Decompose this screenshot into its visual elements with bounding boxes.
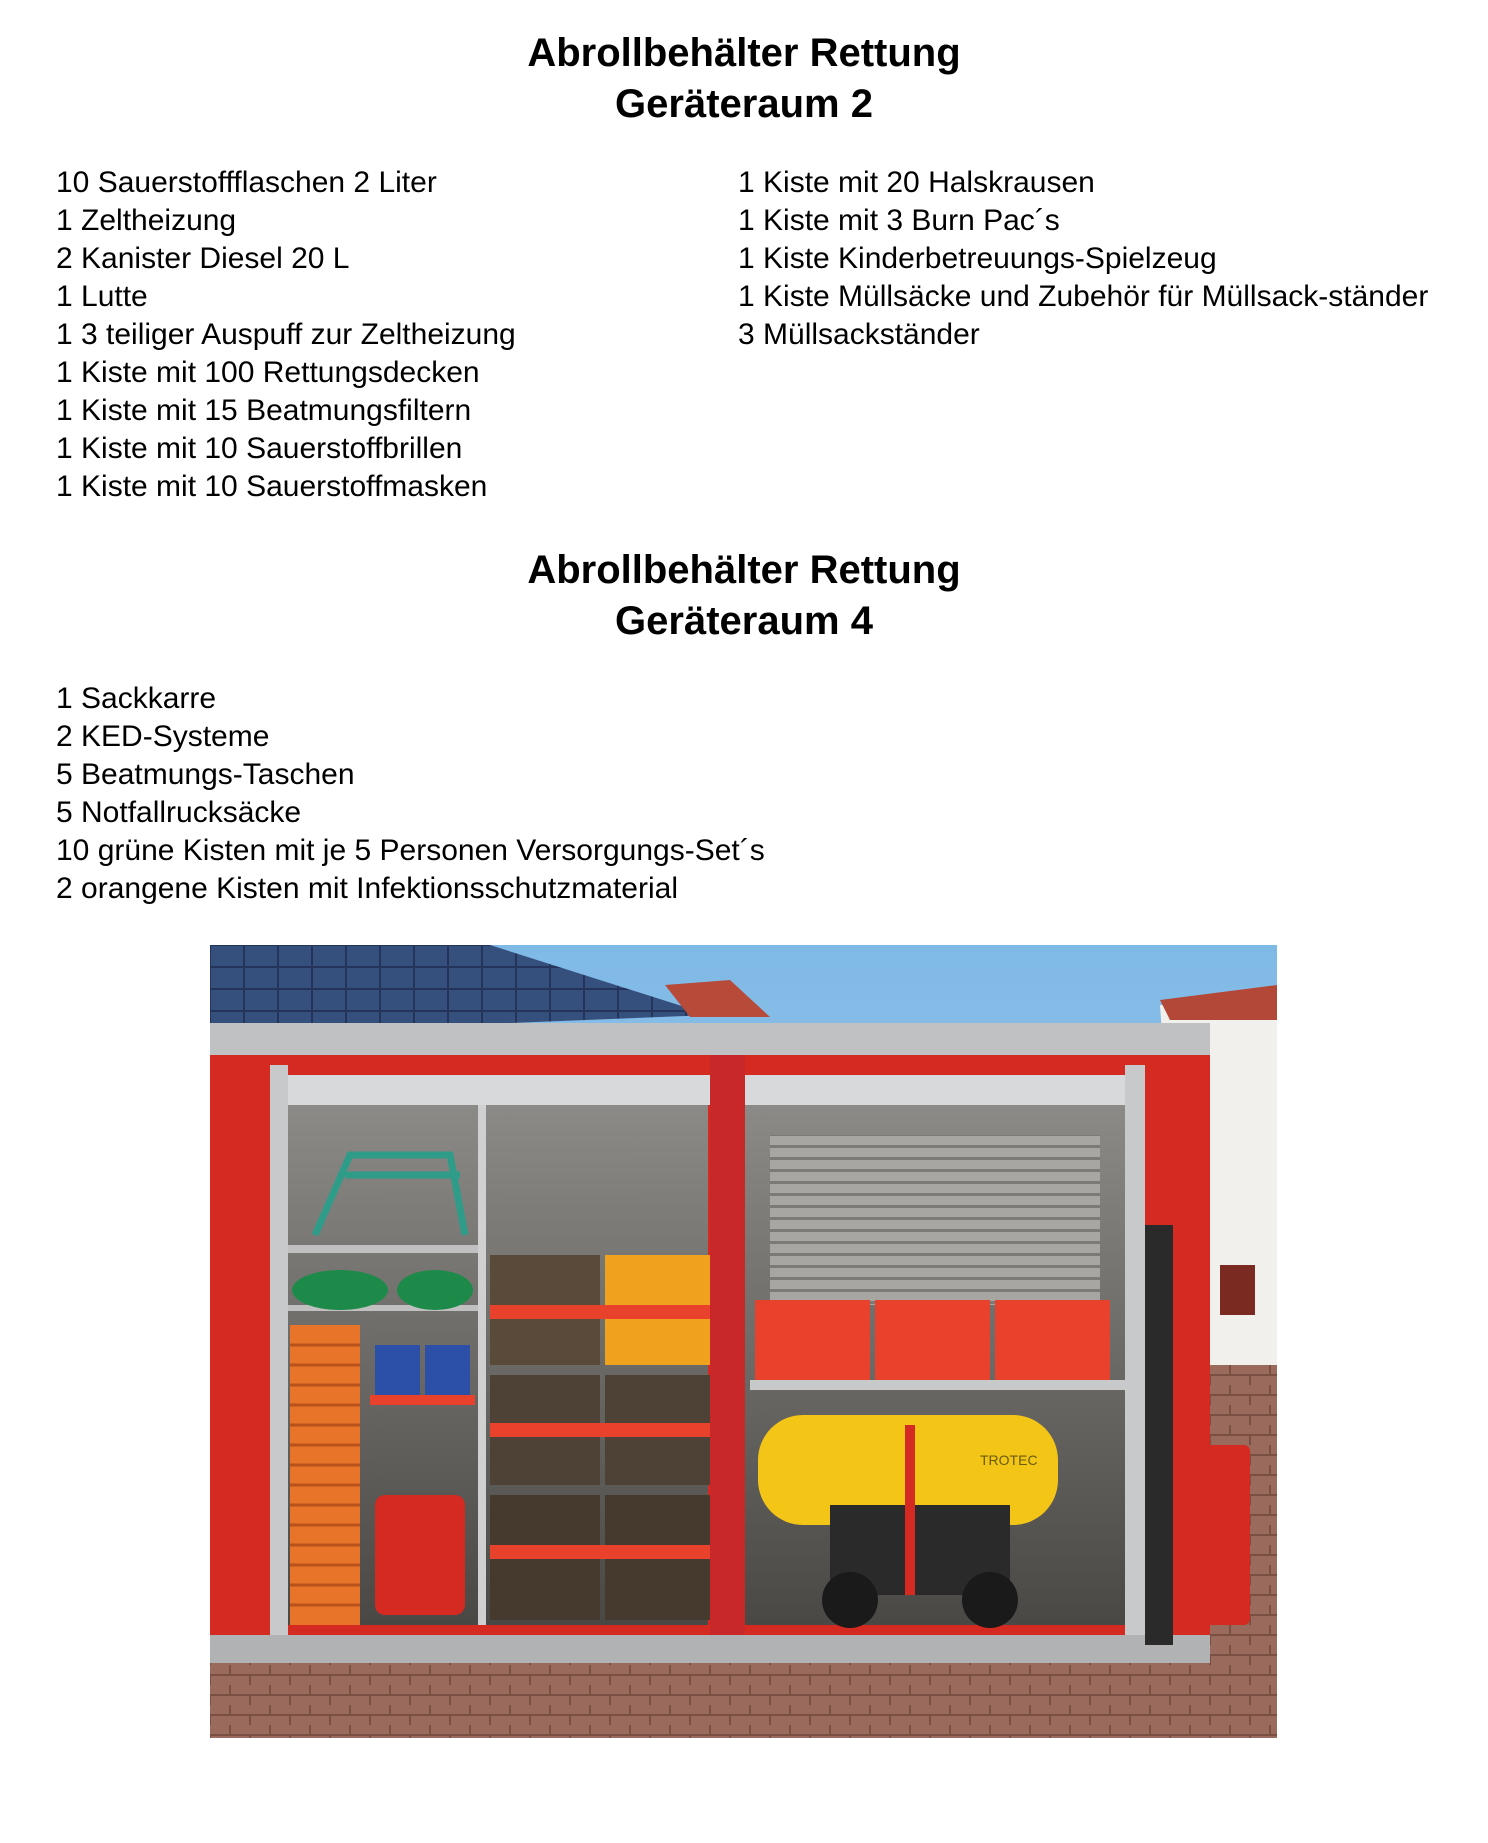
list-item: 1 Lutte <box>56 280 148 313</box>
list-item: 1 Kiste mit 20 Halskrausen <box>738 166 1095 199</box>
list-item: 1 Kiste mit 10 Sauerstoffmasken <box>56 470 488 503</box>
section-heading-geraeteraum-4 <box>0 545 1488 647</box>
equipment-list-room2-right <box>738 164 1438 354</box>
section-heading-geraeteraum-2 <box>0 28 1488 130</box>
heading-subtitle-line: Geräteraum 2 <box>615 82 873 126</box>
list-item: 1 Kiste Müllsäcke und Zubehör für Müllsack-ständer <box>738 280 1429 313</box>
list-item: 2 orangene Kisten mit Infektionsschutzmaterial <box>56 872 678 905</box>
red-backpack <box>375 1495 465 1615</box>
list-item: 5 Notfallrucksäcke <box>56 796 302 829</box>
list-item: 2 KED-Systeme <box>56 720 270 753</box>
crate-red <box>995 1300 1110 1380</box>
equipment-list-room2-left <box>56 164 696 506</box>
list-item: 1 Kiste mit 3 Burn Pac´s <box>738 204 1060 237</box>
list-item: 1 Kiste Kinderbetreuungs-Spielzeug <box>738 242 1217 275</box>
orange-board-stack <box>290 1325 360 1625</box>
list-item: 10 grüne Kisten mit je 5 Personen Versorgungs-Set´s <box>56 834 765 867</box>
crate-red <box>875 1300 990 1380</box>
list-item: 1 Zeltheizung <box>56 204 237 237</box>
heater-brand: TROTEC <box>980 1452 1038 1468</box>
list-item: 1 Sackkarre <box>56 682 217 715</box>
list-item: 10 Sauerstoffflaschen 2 Liter <box>56 166 437 199</box>
equipment-list-room4 <box>56 680 1056 908</box>
list-item: 1 3 teiliger Auspuff zur Zeltheizung <box>56 318 516 351</box>
list-item: 2 Kanister Diesel 20 L <box>56 242 350 275</box>
heading-title-line: Abrollbehälter Rettung <box>527 548 961 592</box>
green-bag <box>397 1270 473 1310</box>
heading-title-line: Abrollbehälter Rettung <box>527 31 961 75</box>
heading-subtitle-line: Geräteraum 4 <box>615 599 873 643</box>
crate-red <box>755 1300 870 1380</box>
container-photo <box>210 945 1277 1738</box>
green-bag <box>292 1270 388 1310</box>
list-item: 1 Kiste mit 15 Beatmungsfiltern <box>56 394 472 427</box>
list-item: 1 Kiste mit 100 Rettungsdecken <box>56 356 480 389</box>
list-item: 3 Müllsackständer <box>738 318 980 351</box>
list-item: 1 Kiste mit 10 Sauerstoffbrillen <box>56 432 463 465</box>
list-item: 5 Beatmungs-Taschen <box>56 758 355 791</box>
